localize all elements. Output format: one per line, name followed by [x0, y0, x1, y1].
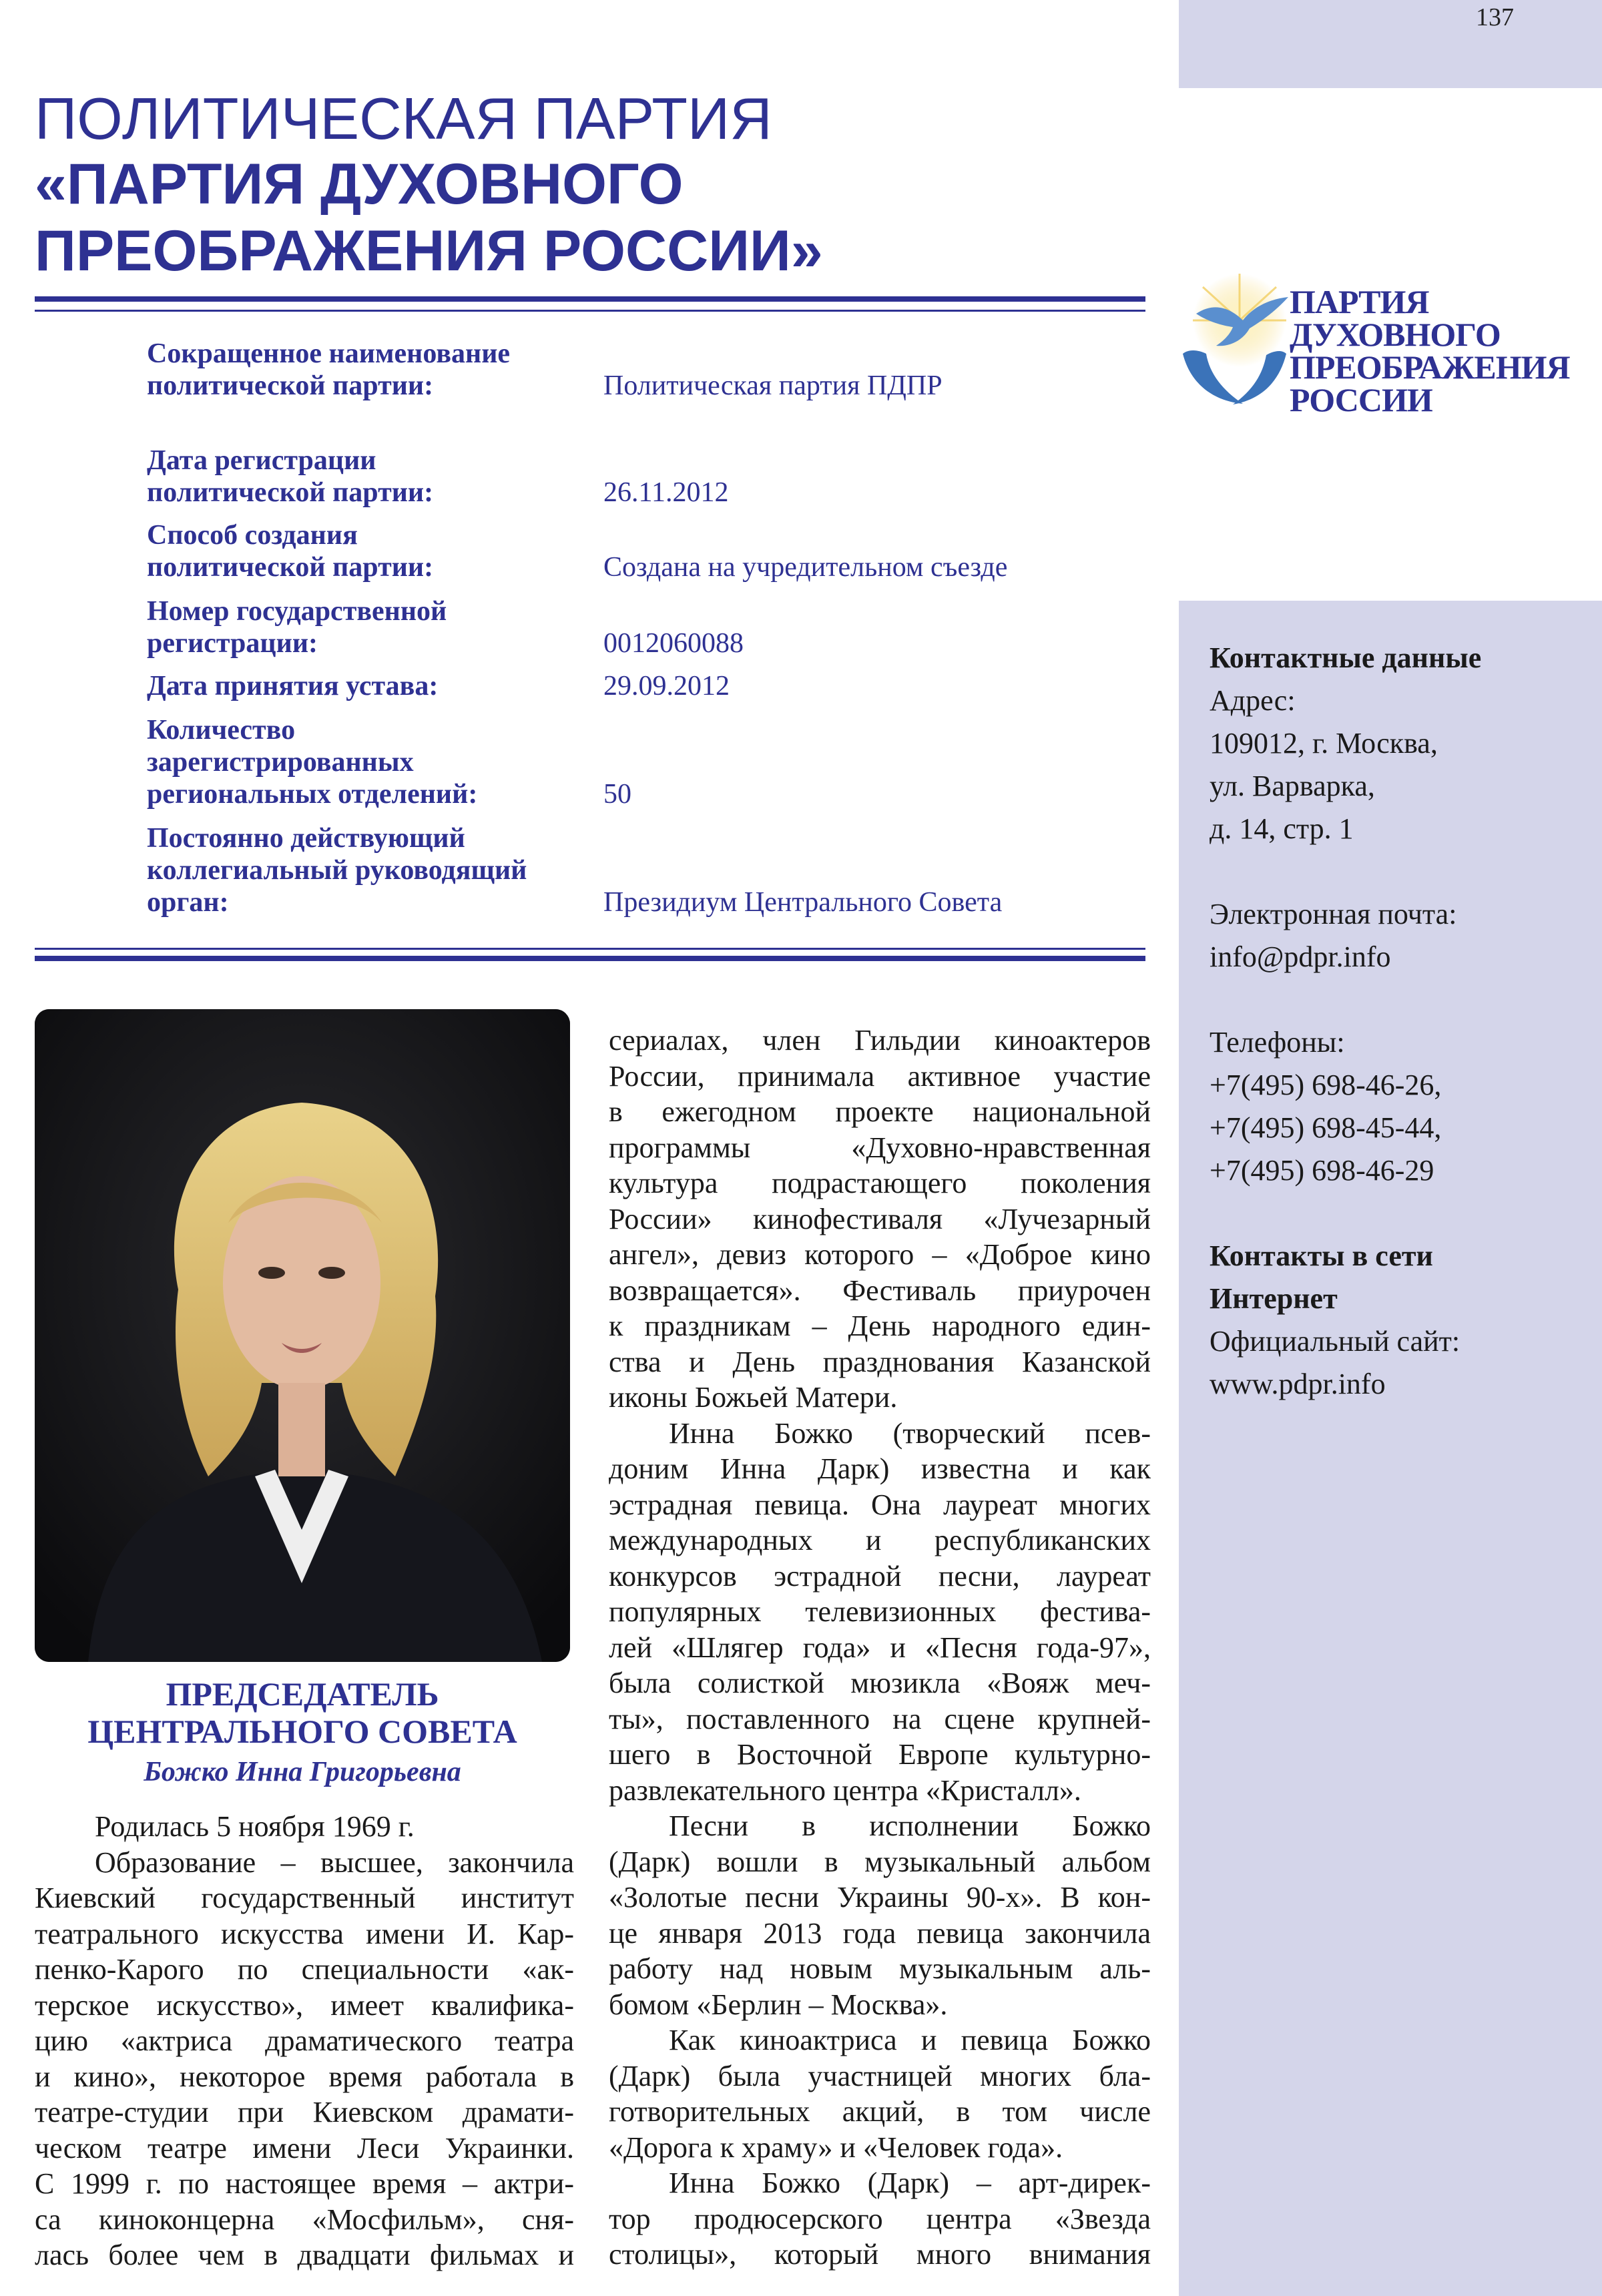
text-line: была солисткой мюзикла «Вояж меч-	[609, 1667, 1151, 1699]
page-title	[35, 87, 1143, 284]
biography-left-column	[35, 1809, 574, 2273]
internet-heading: Интернет	[1210, 1282, 1338, 1315]
title-line-2: «ПАРТИЯ ДУХОВНОГО	[35, 152, 684, 216]
contacts-block	[1210, 637, 1583, 1406]
spacer	[1210, 978, 1583, 1021]
party-logo	[1169, 274, 1597, 420]
info-label	[147, 595, 561, 659]
biography-right-column	[609, 1023, 1151, 2273]
email-link[interactable]: info@pdpr.info	[1210, 940, 1391, 973]
internet-heading: Контакты в сети	[1210, 1239, 1433, 1272]
info-value: 0012060088	[603, 628, 744, 659]
info-label-line: орган:	[147, 887, 229, 918]
text-line: в ежегодном проекте национальной	[609, 1095, 1151, 1128]
text-line: иконы Божьей Матери.	[609, 1381, 898, 1414]
spacer	[1210, 850, 1583, 893]
logo-line: ПРЕОБРАЖЕНИЯ	[1290, 348, 1570, 386]
text-line: шего в Восточной Европе культурно-	[609, 1738, 1151, 1771]
text-line: популярных телевизионных фестива-	[609, 1595, 1151, 1628]
text-line: театрального искусства имени И. Кар-	[35, 1917, 574, 1950]
address-line: д. 14, стр. 1	[1210, 812, 1354, 845]
phone-number: +7(495) 698-46-29	[1210, 1154, 1434, 1187]
text-line: к праздникам – День народного един-	[609, 1310, 1151, 1342]
info-label-line: политической партии:	[147, 477, 434, 508]
text-line: бомом «Берлин – Москва».	[609, 1988, 948, 2021]
info-label-line: региональных отделений:	[147, 779, 478, 810]
info-label	[147, 822, 561, 918]
info-label-line: политической партии:	[147, 552, 434, 583]
info-label	[147, 445, 561, 509]
spacer	[1210, 1192, 1583, 1235]
logo-line: ДУХОВНОГО	[1290, 316, 1501, 353]
contacts-heading: Контактные данные	[1210, 641, 1482, 674]
text-line: (Дарк) была участницей многих бла-	[609, 2059, 1151, 2092]
text-line: лей «Шлягер года» и «Песня года-97»,	[609, 1631, 1151, 1664]
info-label	[147, 714, 561, 810]
text-line: столицы», который много внимания	[609, 2238, 1151, 2271]
caption-title-line: ПРЕДСЕДАТЕЛЬ	[166, 1675, 439, 1713]
text-line: цию «актриса драматического театра	[35, 2024, 574, 2057]
chairman-photo	[35, 1009, 570, 1662]
caption-name: Божко Инна Григорьевна	[144, 1757, 461, 1787]
text-line: (Дарк) вошли в музыкальный альбом	[609, 1845, 1151, 1878]
dove-hands-icon	[1169, 274, 1296, 407]
info-label-line: Сокращенное наименование	[147, 338, 511, 369]
address-line: ул. Варварка,	[1210, 770, 1375, 802]
info-label-line: Количество	[147, 715, 296, 746]
info-label-line: зарегистрированных	[147, 747, 414, 778]
info-label-line: Дата регистрации	[147, 445, 376, 476]
text-line: ты», поставленного на сцене крупней-	[609, 1702, 1151, 1735]
info-label-line: Номер государственной	[147, 596, 447, 627]
text-line: са киноконцерна «Мосфильм», сня-	[35, 2203, 574, 2236]
info-value: Президиум Центрального Совета	[603, 887, 1003, 918]
page-number: 137	[1476, 3, 1514, 31]
text-line: международных и республиканских	[609, 1524, 1151, 1556]
text-line: Киевский государственный институт	[35, 1882, 574, 1914]
text-line: программы «Духовно-нравственная	[609, 1131, 1151, 1164]
text-line: пенко-Карого по специальности «ак-	[35, 1953, 574, 1986]
text-line: культура подрастающего поколения	[609, 1167, 1151, 1199]
text-line: терское искусство», имеет квалифика-	[35, 1988, 574, 2022]
info-value: Политическая партия ПДПР	[603, 370, 943, 401]
text-line: ства и День празднования Казанской	[609, 1345, 1151, 1378]
info-value: 29.09.2012	[603, 671, 730, 701]
phone-number: +7(495) 698-45-44,	[1210, 1111, 1442, 1144]
text-line: сериалах, член Гильдии киноактеров	[609, 1024, 1151, 1057]
phones-label: Телефоны:	[1210, 1026, 1345, 1059]
text-line: С 1999 г. по настоящее время – актри-	[35, 2167, 574, 2200]
text-line: Образование – высшее, закончила	[95, 1845, 574, 1879]
info-value: Создана на учредительном съезде	[603, 552, 1008, 583]
info-label-line: политической партии:	[147, 370, 434, 401]
text-line: Как киноактриса и певица Божко	[669, 2024, 1151, 2056]
site-label: Официальный сайт:	[1210, 1325, 1460, 1358]
text-line: «Дорога к храму» и «Человек года».	[609, 2130, 1063, 2164]
text-line: «Золотые песни Украины 90-х». В кон-	[609, 1881, 1151, 1914]
title-rule-thick	[35, 296, 1145, 302]
table-rule-thick	[35, 956, 1145, 961]
caption-title-line: ЦЕНТРАЛЬНОГО СОВЕТА	[87, 1713, 517, 1750]
info-label	[147, 670, 561, 702]
text-line: тор продюсерского центра «Звезда	[609, 2202, 1151, 2235]
address-line: 109012, г. Москва,	[1210, 727, 1438, 760]
text-line: работу над новым музыкальным аль-	[609, 1952, 1151, 1985]
text-line: доним Инна Дарк) известна и как	[609, 1452, 1151, 1485]
page-number-box	[1179, 0, 1602, 88]
text-line: развлекательного центра «Кристалл».	[609, 1773, 1081, 1807]
text-line: Родилась 5 ноября 1969 г.	[95, 1810, 415, 1843]
caption-title	[35, 1675, 570, 1750]
text-line: возвращается». Фестиваль приурочен	[609, 1273, 1151, 1307]
text-line: це января 2013 года певица закончила	[609, 1916, 1151, 1950]
logo-text	[1290, 283, 1570, 418]
table-rule-thin	[35, 948, 1145, 950]
info-label-line: коллегиальный руководящий	[147, 855, 527, 886]
info-value: 26.11.2012	[603, 477, 729, 508]
title-line-1: ПОЛИТИЧЕСКАЯ ПАРТИЯ	[35, 85, 772, 152]
text-line: Песни в исполнении Божко	[669, 1809, 1151, 1842]
info-value: 50	[603, 779, 631, 810]
text-line: России, принимала активное участие	[609, 1059, 1151, 1093]
logo-line: РОССИИ	[1290, 381, 1432, 418]
info-label-line: Способ создания	[147, 520, 358, 551]
text-line: и кино», некоторое время работала в	[35, 2060, 574, 2093]
portrait-image	[35, 1009, 570, 1662]
info-label-line: Дата принятия устава:	[147, 671, 439, 701]
info-label	[147, 519, 561, 583]
info-label-line: Постоянно действующий	[147, 823, 465, 854]
text-line: Инна Божко (Дарк) – арт-дирек-	[669, 2167, 1151, 2199]
text-line: России» кинофестиваля «Лучезарный	[609, 1202, 1151, 1235]
title-line-3: ПРЕОБРАЖЕНИЯ РОССИИ»	[35, 219, 823, 283]
text-line: театре-студии при Киевском драмати-	[35, 2096, 574, 2128]
text-line: ческом театре имени Леси Украинки.	[35, 2131, 574, 2165]
text-line: ангел», девиз которого – «Доброе кино	[609, 1238, 1151, 1271]
title-rule-thin	[35, 310, 1145, 312]
site-link[interactable]: www.pdpr.info	[1210, 1368, 1386, 1400]
text-line: Инна Божко (творческий псев-	[669, 1416, 1151, 1450]
text-line: эстрадная певица. Она лауреат многих	[609, 1488, 1151, 1521]
address-label: Адрес:	[1210, 684, 1296, 717]
info-label	[147, 338, 561, 402]
logo-line: ПАРТИЯ	[1290, 283, 1429, 320]
text-line: готворительных акций, в том числе	[609, 2095, 1151, 2128]
text-line: конкурсов эстрадной песни, лауреат	[609, 1559, 1151, 1593]
info-label-line: регистрации:	[147, 628, 318, 659]
text-line: лась более чем в двадцати фильмах и	[35, 2239, 574, 2271]
email-label: Электронная почта:	[1210, 898, 1457, 930]
phone-number: +7(495) 698-46-26,	[1210, 1069, 1442, 1101]
